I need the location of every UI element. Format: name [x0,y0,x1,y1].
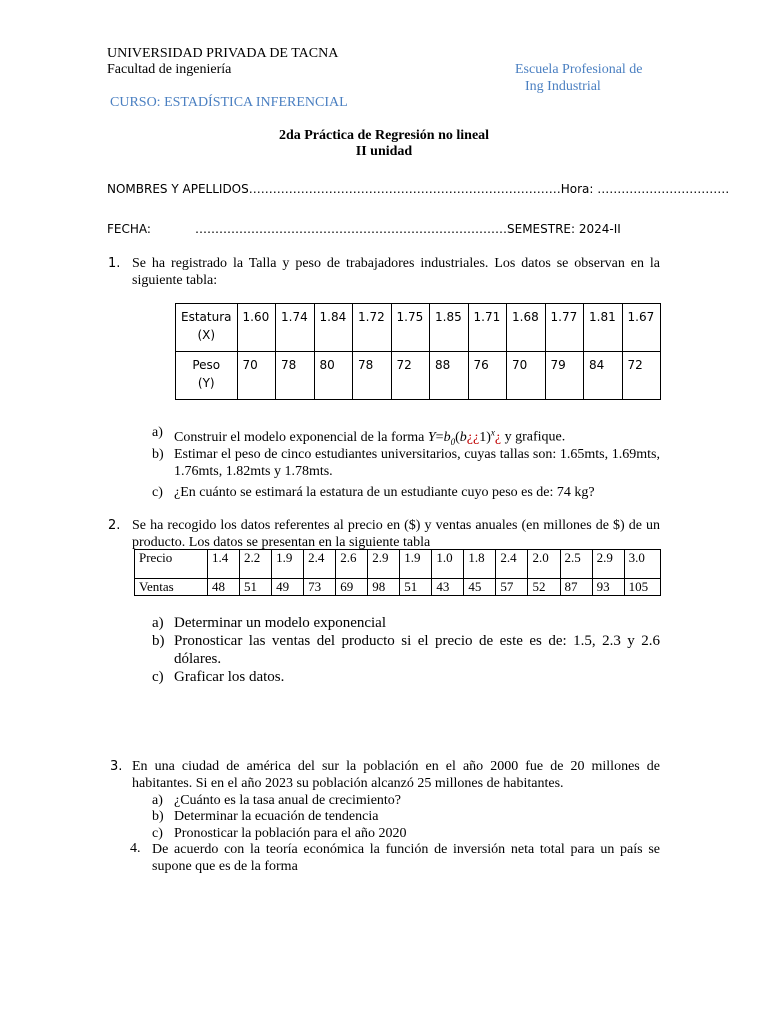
table-cell: 43 [432,579,464,596]
course-name: CURSO: ESTADÍSTICA INFERENCIAL [110,95,348,110]
table-cell: 70 [237,352,276,400]
row-label: Peso [192,358,221,372]
price-sales-table [134,549,661,596]
item-text-tail: y grafique. [504,429,566,445]
table-cell: 1.85 [430,304,469,352]
table-row [135,550,661,579]
table-cell: 51 [400,579,432,596]
item-text: ¿En cuánto se estimará la estatura de un estudiante cuyo peso es de: 74 kg? [174,485,595,500]
item-text: Estimar el peso de cinco estudiantes universitarios, cuyas tallas son: 1.65mts, 1.69mts, 1.76mts, 1.82mts y 1.78mts. [174,447,660,479]
school-name-line1: Escuela Profesional de [515,62,643,77]
table-cell: 93 [592,579,624,596]
table-cell: 57 [496,579,528,596]
question-1c [152,484,660,501]
table-cell [176,304,238,352]
table-cell: 1.71 [468,304,507,352]
question-3-number: 3. [110,759,123,774]
table-cell: 2.4 [496,550,528,579]
question-2c [152,668,660,686]
exponential-formula: $Y=b_0(b¿¿1)^x¿$ [427,427,502,447]
table-cell: 78 [276,352,315,400]
question-3b [152,808,660,825]
table-cell: 49 [272,579,304,596]
row-label-unit: (X) [197,328,216,342]
question-2a [152,614,660,632]
item-text: Construir el modelo exponencial de la forma [174,429,425,445]
row-label: Ventas [135,579,208,596]
item-label: b) [152,809,164,824]
table-cell: 1.67 [622,304,661,352]
table-cell: 48 [208,579,240,596]
item-label: a) [152,793,163,808]
table-cell: 76 [468,352,507,400]
question-2-number: 2. [108,518,121,533]
table-cell: 1.0 [432,550,464,579]
item-label: c) [152,485,163,500]
table-cell: 105 [624,579,660,596]
item-text: ¿Cuánto es la tasa anual de crecimiento? [174,793,402,808]
table-cell: 1.72 [353,304,392,352]
table-cell: 1.60 [237,304,276,352]
table-row [176,352,661,400]
faculty-name: Facultad de ingeniería [107,62,232,77]
table-cell: 84 [584,352,623,400]
table-cell: 88 [430,352,469,400]
page-title: 2da Práctica de Regresión no lineal [278,128,490,143]
table-cell: 1.84 [314,304,353,352]
table-cell: 70 [507,352,546,400]
item-text: Determinar la ecuación de tendencia [174,809,379,824]
table-cell: 1.8 [464,550,496,579]
table-cell [176,352,238,400]
table-cell: 80 [314,352,353,400]
table-cell: 51 [240,579,272,596]
table-cell: 2.6 [336,550,368,579]
question-2b [152,632,660,668]
page-subtitle: II unidad [355,144,413,159]
question-1b [152,446,660,480]
table-cell: 3.0 [624,550,660,579]
date-semester-line: ……………………………………………………………………SEMESTRE: 2024-II [195,222,621,236]
item-label: a) [152,615,164,631]
question-3c [152,825,660,842]
item-text: Determinar un modelo exponencial [174,615,387,631]
item-text: Graficar los datos. [174,669,285,685]
table-cell: 1.4 [208,550,240,579]
table-cell: 87 [560,579,592,596]
table-cell: 1.9 [400,550,432,579]
table-cell: 78 [353,352,392,400]
table-cell: 2.9 [368,550,400,579]
table-cell: 1.68 [507,304,546,352]
table-cell: 79 [545,352,584,400]
item-label: b) [152,633,165,649]
item-label: c) [152,826,163,841]
item-label: b) [152,447,164,462]
table-cell: 98 [368,579,400,596]
question-3-text: En una ciudad de américa del sur la población en el año 2000 fue de 20 millones de habitantes. Si en el año 2023 su población alcanzó 25 millones de habitantes. [132,759,660,791]
question-4-text: De acuerdo con la teoría económica la función de inversión neta total para un país se supone que es de la forma [152,842,660,874]
table-row [176,304,661,352]
table-cell: 45 [464,579,496,596]
table-cell: 1.75 [391,304,430,352]
date-label: FECHA: [107,222,151,236]
item-label: a) [152,425,163,440]
table-cell: 2.2 [240,550,272,579]
row-label: Estatura [181,310,232,324]
item-text: Pronosticar la población para el año 2020 [174,826,407,841]
question-1-text: Se ha registrado la Talla y peso de trabajadores industriales. Los datos se observan en la siguiente tabla: [132,256,660,288]
row-label: Precio [135,550,208,579]
question-1-number: 1. [108,256,121,271]
university-name: UNIVERSIDAD PRIVADA DE TACNA [107,46,339,61]
item-text: Pronosticar las ventas del producto si el precio de este es de: 1.5, 2.3 y 2.6 dólares. [174,633,660,667]
height-weight-table [175,303,661,400]
item-label: c) [152,669,164,685]
table-cell: 1.77 [545,304,584,352]
names-field: NOMBRES Y APELLIDOS……………………………………………………………………Hora: …………………………… [107,182,730,196]
table-cell: 1.81 [584,304,623,352]
table-cell: 2.5 [560,550,592,579]
table-cell: 1.74 [276,304,315,352]
table-cell: 72 [391,352,430,400]
question-3a [152,792,660,809]
question-2-text: Se ha recogido los datos referentes al precio en ($) y ventas anuales (en millones de $) de un producto. Los datos se presentan en la siguiente tabla [132,518,660,550]
question-4-number: 4. [130,841,141,856]
table-cell: 69 [336,579,368,596]
school-name-line2: Ing Industrial [525,79,601,94]
table-cell: 73 [304,579,336,596]
row-label-unit: (Y) [197,376,215,390]
table-cell: 52 [528,579,560,596]
table-cell: 2.4 [304,550,336,579]
table-cell: 2.9 [592,550,624,579]
table-cell: 2.0 [528,550,560,579]
table-cell: 1.9 [272,550,304,579]
table-cell: 72 [622,352,661,400]
table-row [135,579,661,596]
